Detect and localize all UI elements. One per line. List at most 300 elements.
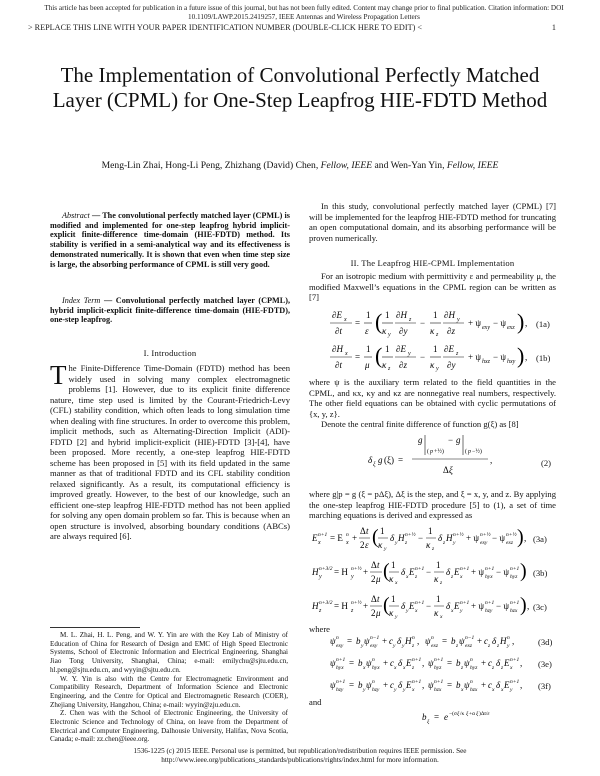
index-terms-text: — Convolutional perfectly matched layer (CPML), hybrid implicit-explicit finite-difference time-domain (HIE-FDTD), one-step leapfrog. (50, 296, 290, 325)
section-heading-cpml: II. The Leapfrog HIE-CPML Implementation (350, 258, 515, 268)
svg-text:∂E: ∂E (396, 344, 406, 354)
svg-text:n: n (470, 679, 473, 685)
svg-text:exy: exy (370, 643, 378, 649)
svg-text:∂t: ∂t (335, 360, 342, 370)
svg-text:z: z (409, 317, 412, 323)
svg-text:n−1: n−1 (465, 635, 475, 641)
svg-text:hxy: hxy (507, 359, 516, 365)
where-1-text: where ψ is the auxiliary term related to the field quantities in the CPML, and κx, κy and κz are nonnegative real numbers, respectively. The other field equations can be obtained with cyclic permutations of {x, y, z}. (309, 377, 556, 419)
svg-text:x: x (492, 687, 495, 693)
svg-text:δ: δ (492, 636, 497, 646)
svg-text:ξ: ξ (449, 465, 453, 475)
svg-text:n+½: n+½ (506, 532, 517, 538)
copyright-footer: 1536-1225 (c) 2015 IEEE. Personal use is permitted, but republication/redistribution requires IEEE permission. See http://www.ieee.org/publications_standards/publications/rights/index.html for more information. (133, 747, 467, 764)
svg-text:ψ: ψ (364, 636, 370, 646)
svg-text:y: y (384, 546, 387, 552)
svg-text:−: − (426, 567, 432, 577)
svg-text:,: , (525, 352, 528, 362)
svg-text:,: , (527, 601, 530, 611)
svg-text:n+1: n+1 (460, 600, 470, 606)
svg-text:− ψ: − ψ (493, 352, 506, 362)
svg-text:=: = (349, 658, 355, 668)
introduction-body (50, 360, 290, 542)
svg-text:E: E (406, 658, 412, 668)
footnote-1: M. L. Zhai, H. L. Peng, and W. Y. Yin are with the Key Lab of Ministry of Education of China for Research of Design and EMC of High Speed Electronic Systems, School of Electronic Information and Electrical Engineering, Shanghai Jiao Tong University, Shanghai, China; e-mail: emilychu@sjtu.edu.cn, hl.peng@sjtu.edu.cn, and wyyin@sjtu.edu.cn. (50, 631, 288, 674)
svg-text:n+1: n+1 (460, 566, 470, 572)
svg-text:=: = (447, 658, 453, 668)
svg-text:y: y (436, 366, 439, 372)
svg-text:c: c (488, 658, 492, 668)
svg-text:n+1: n+1 (434, 679, 444, 685)
svg-text:): ) (517, 526, 524, 548)
index-terms (50, 296, 290, 325)
svg-text:n: n (372, 657, 375, 663)
svg-text:): ) (517, 343, 525, 368)
svg-text:= H: = H (334, 567, 348, 577)
svg-text:μ: μ (365, 360, 370, 370)
svg-text:p: p (430, 449, 433, 455)
svg-text:hzx: hzx (470, 687, 478, 693)
eq-number-1a: (1a) (536, 319, 550, 329)
isotropic-text: For an isotropic medium with permittivity ε and permeability μ, the modified Maxwell’s equations in the CPML region can be written as [7] (309, 271, 556, 302)
svg-text:κ: κ (389, 608, 394, 618)
svg-text:y: y (402, 643, 405, 649)
svg-text:H: H (312, 601, 319, 611)
svg-text:∂y: ∂y (447, 360, 456, 370)
header-text: > REPLACE THIS LINE WITH YOUR PAPER IDENTIFICATION NUMBER (DOUBLE-CLICK HERE TO EDIT) < (28, 23, 422, 32)
svg-text:exz: exz (507, 325, 515, 331)
svg-text:1: 1 (436, 560, 441, 570)
svg-text:+ ψ: + ψ (471, 601, 484, 611)
svg-text:z: z (451, 574, 454, 580)
svg-text:y: y (351, 574, 354, 580)
svg-text:H: H (446, 533, 453, 543)
svg-text:y: y (395, 614, 398, 620)
svg-text:exy: exy (336, 643, 344, 649)
svg-text:κ: κ (389, 574, 394, 584)
svg-text:=: = (442, 636, 448, 646)
svg-text:+ ψ: + ψ (471, 567, 484, 577)
svg-text:y: y (319, 574, 322, 580)
svg-text:1: 1 (380, 526, 385, 536)
equation-3c (312, 591, 532, 621)
svg-text:1: 1 (436, 594, 441, 604)
svg-text:n+1: n+1 (415, 600, 425, 606)
svg-text:δ: δ (390, 533, 395, 543)
svg-text:b: b (358, 658, 363, 668)
svg-text:n+1: n+1 (510, 600, 520, 606)
footnote-3: Z. Chen was with the School of Electronic Engineering, the University of Electronic Science and Technology of China, on leave from the Department of Electrical and Computer Engineering, Dalhousie University, Halifax, Nova Scotia, Canada; e-mail: zz.chen@ieee.org. (50, 709, 288, 744)
svg-text:δ: δ (368, 455, 373, 465)
svg-text:y: y (394, 687, 397, 693)
svg-text:κ: κ (378, 540, 383, 550)
svg-text:z: z (456, 351, 459, 357)
eq-number-3e: (3e) (538, 659, 552, 669)
svg-text:δ: δ (438, 533, 443, 543)
svg-text:2: 2 (371, 608, 376, 618)
svg-text:∂E: ∂E (444, 344, 454, 354)
svg-text:H: H (312, 567, 319, 577)
svg-text:x: x (415, 608, 418, 614)
svg-text:y: y (408, 351, 411, 357)
svg-text:exz: exz (431, 643, 439, 649)
svg-text:−: − (448, 435, 454, 445)
svg-text:= H: = H (334, 601, 348, 611)
svg-text:∂H: ∂H (332, 344, 343, 354)
svg-text:1: 1 (385, 344, 390, 354)
svg-text:y: y (406, 608, 409, 614)
equation-b-coefficient (422, 706, 532, 726)
svg-text:κ: κ (430, 326, 435, 336)
abstract (50, 211, 290, 269)
svg-text:δ: δ (496, 680, 501, 690)
svg-text:=: = (355, 352, 361, 362)
svg-text:∂H: ∂H (396, 310, 407, 320)
svg-text:n+1: n+1 (510, 657, 520, 663)
svg-text:b: b (422, 712, 427, 722)
svg-text:n: n (431, 635, 434, 641)
svg-text:(: ( (375, 343, 383, 368)
svg-text:exz: exz (506, 540, 514, 546)
svg-text:−: − (426, 601, 432, 611)
page-number: 1 (551, 23, 556, 32)
svg-text:y: y (393, 643, 396, 649)
svg-text:b: b (356, 636, 361, 646)
svg-text:n+1: n+1 (336, 657, 346, 663)
svg-text:+: + (363, 567, 369, 577)
svg-text:,: , (524, 533, 527, 543)
equation-3a (312, 523, 532, 553)
svg-text:+: + (352, 533, 358, 543)
svg-text:∂H: ∂H (444, 310, 455, 320)
svg-text:ψ: ψ (330, 636, 336, 646)
svg-text:(ξ): (ξ) (384, 455, 395, 465)
svg-text:+: + (382, 636, 388, 646)
svg-text:n+1: n+1 (318, 532, 328, 538)
svg-text:(: ( (465, 449, 467, 455)
svg-text:y: y (510, 687, 513, 693)
svg-text:ψ: ψ (330, 658, 336, 668)
equation-3d (330, 631, 530, 651)
denote-text: Denote the central finite difference of function g(ξ) as [8] (321, 419, 519, 429)
svg-text:b: b (358, 680, 363, 690)
svg-text:n: n (346, 532, 349, 538)
svg-text:n+½: n+½ (351, 566, 362, 572)
svg-text:κ: κ (382, 326, 387, 336)
equation-3b (312, 557, 532, 587)
svg-text:ξ: ξ (476, 711, 479, 717)
eq-number-1b: (1b) (536, 353, 551, 363)
svg-text:−: − (420, 318, 426, 328)
eq-number-3a: (3a) (533, 534, 547, 544)
svg-text:x: x (363, 665, 366, 671)
svg-text:+½): +½) (434, 449, 444, 455)
svg-text:,: , (490, 455, 493, 465)
svg-text:,: , (512, 636, 515, 646)
svg-text:exz: exz (465, 643, 473, 649)
svg-text:δ: δ (401, 601, 406, 611)
svg-text:=: = (447, 680, 453, 690)
paragraph-isotropic (309, 271, 556, 303)
svg-text:n: n (372, 679, 375, 685)
svg-text:E: E (504, 680, 510, 690)
footnotes (50, 631, 288, 744)
paragraph-where-2 (309, 489, 556, 521)
abstract-label: Abstract (62, 211, 90, 220)
svg-text:n+1: n+1 (415, 566, 425, 572)
svg-text:2: 2 (360, 540, 365, 550)
svg-text:x: x (395, 580, 398, 586)
svg-text:e: e (444, 712, 448, 722)
svg-text:z: z (415, 574, 418, 580)
svg-text:δ: δ (446, 567, 451, 577)
eq-number-2: (2) (541, 458, 552, 468)
svg-text:exy: exy (480, 540, 488, 546)
svg-text:z: z (388, 366, 391, 372)
and-text: and (309, 697, 322, 707)
fellow-a: Fellow, IEEE (320, 160, 373, 171)
svg-text:+: + (383, 680, 389, 690)
svg-text:−½): −½) (472, 449, 482, 455)
svg-text:ψ: ψ (464, 658, 470, 668)
svg-text:− ψ: − ψ (493, 318, 506, 328)
svg-text:= E: = E (330, 533, 343, 543)
svg-text:hzy: hzy (485, 608, 493, 614)
svg-text:hyx: hyx (336, 665, 344, 671)
svg-text:ξ: ξ (457, 711, 460, 717)
svg-text:hzy: hzy (336, 687, 344, 693)
svg-text:δ: δ (401, 567, 406, 577)
svg-text:n: n (336, 635, 339, 641)
svg-text:x: x (394, 665, 397, 671)
svg-text:E: E (406, 680, 412, 690)
svg-text:δ: δ (398, 658, 403, 668)
svg-text:x: x (346, 540, 349, 546)
svg-text:E: E (504, 658, 510, 668)
paper-title: The Implementation of Convolutional Perfectly Matched Layer (CPML) for One-Step Leapfrog HIE-FDTD Method (52, 63, 548, 112)
svg-text:n: n (507, 635, 510, 641)
running-header (28, 23, 580, 32)
svg-text:ε: ε (365, 326, 369, 336)
paragraph-where-1 (309, 377, 556, 419)
svg-text:1: 1 (385, 310, 390, 320)
equation-3f (330, 675, 530, 695)
svg-text:E: E (454, 567, 460, 577)
where-3-text: where (309, 624, 330, 634)
svg-text:)Δt/ε: )Δt/ε (479, 711, 490, 717)
svg-text:x: x (406, 574, 409, 580)
svg-text:∂y: ∂y (399, 326, 408, 336)
svg-text:n+3/2: n+3/2 (319, 600, 333, 606)
svg-text:y: y (460, 608, 463, 614)
svg-text:ψ: ψ (366, 680, 372, 690)
svg-text:(: ( (375, 309, 383, 334)
svg-text:b: b (451, 636, 456, 646)
svg-text:H: H (405, 636, 412, 646)
svg-text:x: x (440, 614, 443, 620)
svg-text:(: ( (383, 594, 390, 616)
svg-text:κ: κ (382, 360, 387, 370)
svg-text:x: x (412, 687, 415, 693)
svg-text:hyz: hyz (470, 665, 478, 671)
svg-text:hyx: hyx (485, 574, 493, 580)
svg-text:κ: κ (426, 540, 431, 550)
svg-text:n: n (412, 635, 415, 641)
svg-text:b: b (456, 658, 461, 668)
svg-text:,: , (417, 636, 420, 646)
svg-text:(: ( (372, 526, 379, 548)
svg-text:z: z (501, 665, 504, 671)
svg-text:−(σ: −(σ (449, 711, 457, 717)
svg-text:c: c (389, 636, 393, 646)
svg-text:z: z (436, 332, 439, 338)
svg-text:+: + (383, 658, 389, 668)
svg-text:t: t (377, 594, 380, 604)
svg-text:Δ: Δ (443, 465, 449, 475)
svg-text:− ψ: − ψ (496, 601, 509, 611)
abstract-text: — The convolutional perfectly matched layer (CPML) is modified and implemented for one-step leapfrog hybrid implicit-explicit finite-difference time-domain (HIE-FDTD) method. Its stability is verified in a semi-analytical way and its effectiveness is demonstrated numerically. It is shown that even when time step size is large, the absorbing performance of CPML is still very good. (50, 211, 290, 269)
svg-text:n−1: n−1 (370, 635, 380, 641)
svg-text:μ: μ (376, 608, 381, 618)
svg-text:t: t (366, 526, 369, 536)
svg-text:1: 1 (428, 526, 433, 536)
svg-text:y: y (361, 643, 364, 649)
svg-text:z: z (461, 665, 464, 671)
svg-text:y: y (507, 643, 510, 649)
svg-text:x: x (403, 665, 406, 671)
svg-text:g: g (378, 455, 383, 465)
svg-text:=: = (347, 636, 353, 646)
svg-text:n+1: n+1 (434, 657, 444, 663)
svg-text:1: 1 (366, 310, 371, 320)
svg-text:b: b (456, 680, 461, 690)
svg-text:c: c (390, 658, 394, 668)
svg-text:ψ: ψ (366, 658, 372, 668)
authors-b: and Wen-Yan Yin, (372, 160, 447, 171)
svg-text:hyx: hyx (372, 665, 380, 671)
svg-text:E: E (409, 601, 415, 611)
svg-text:−: − (418, 533, 424, 543)
svg-text:y: y (363, 687, 366, 693)
svg-text:x: x (344, 317, 347, 323)
svg-text:x: x (461, 687, 464, 693)
svg-text:∂E: ∂E (332, 310, 342, 320)
eq-number-3f: (3f) (538, 681, 551, 691)
svg-text:(: ( (427, 449, 429, 455)
svg-text:δ: δ (446, 601, 451, 611)
right-intro (309, 201, 556, 243)
svg-text:κ: κ (434, 608, 439, 618)
footnote-2: W. Y. Yin is also with the Centre for Electromagnetic Environment and Compatibility Research, Department of Information Science and Electronic Engineering, and the Centre for Optical and Electromagnetic Research (COER), Zhejiang University, Hangzhou, China; e-mail: wyyin@zju.edu.cn. (50, 674, 288, 709)
svg-text:x: x (460, 574, 463, 580)
svg-text:z: z (412, 665, 415, 671)
svg-text:ξ: ξ (427, 719, 430, 725)
svg-text:g: g (418, 435, 423, 445)
index-terms-label: Index Term (62, 296, 101, 305)
svg-text:n+½: n+½ (453, 532, 464, 538)
equation-3e (330, 653, 530, 673)
svg-text:x: x (501, 687, 504, 693)
svg-text:t: t (377, 560, 380, 570)
footnote-rule (50, 627, 140, 628)
eq-number-3b: (3b) (533, 568, 548, 578)
svg-text:+α: +α (469, 711, 475, 717)
svg-text:+ ψ: + ψ (468, 318, 481, 328)
svg-text:x: x (345, 351, 348, 357)
svg-text:=: = (349, 680, 355, 690)
equation-1b (330, 341, 540, 375)
svg-text:ψ: ψ (459, 636, 465, 646)
svg-text:z: z (492, 665, 495, 671)
svg-text:=: = (398, 455, 404, 465)
svg-text:E: E (312, 533, 318, 543)
dropcap: T (50, 360, 67, 390)
svg-text:c: c (488, 680, 492, 690)
svg-text:Δ: Δ (371, 560, 377, 570)
svg-text:z: z (432, 546, 435, 552)
equation-1a (330, 307, 540, 341)
eq-number-3d: (3d) (538, 637, 553, 647)
svg-text:z: z (497, 643, 500, 649)
svg-text:,: , (520, 658, 523, 668)
introduction-text: he Finite-Difference Time-Domain (FDTD) method has been widely used in solving many complex electromagnetic problems [1]. However, due to its explicit finite difference nature, time step used is limited by the Courant-Friedrich-Levy (CFL) stability condition, which often leads to long simulation time when dealing with fine structures. In order to overcome this problem, implicit methods, such as Alternating-Direction Implicit (ADI)-FDTD [2] and hybrid implicit-explicit (HIE)-FDTD [3]-[4], have been proposed. More recently, a one-step leapfrog HIE-FDTD scheme has been proposed in [5] with its field updated in the same manner as that of traditional FDTD and its CFL stability condition relaxed significantly. As a result, its computational efficiency is improved greatly. However, to the best of our knowledge, such an efficient one-step leapfrog HIE-FDTD method has not been applied for solving any open domain problem so far. This is because when an open structure is involved, absorbing boundary conditions (ABCs) are always required [6]. (50, 363, 290, 541)
svg-text:z: z (456, 643, 459, 649)
svg-text:1: 1 (366, 344, 371, 354)
svg-text:ξ: ξ (466, 711, 469, 717)
svg-text:y: y (388, 332, 391, 338)
svg-text:ψ: ψ (428, 680, 434, 690)
svg-text:y: y (403, 687, 406, 693)
fellow-b: Fellow, IEEE (446, 160, 499, 171)
svg-text:(: ( (383, 560, 390, 582)
svg-text:y: y (457, 317, 460, 323)
where-2-text: where g|p = g (ξ = pΔξ), Δξ is the step, and ξ = x, y, and z. By applying the one-step leapfrog HIE-FDTD procedure [5] to (1), a set of time marching equations is derived and expressed as (309, 489, 556, 520)
svg-text:ψ: ψ (330, 680, 336, 690)
author-list (40, 160, 560, 171)
svg-text:p: p (468, 449, 471, 455)
svg-text:δ: δ (496, 658, 501, 668)
svg-text:,: , (422, 680, 425, 690)
svg-text:x: x (510, 665, 513, 671)
svg-text:z: z (319, 608, 322, 614)
paragraph-denote (309, 419, 556, 430)
svg-text:E: E (409, 567, 415, 577)
svg-text:): ) (517, 309, 525, 334)
right-intro-text: In this study, convolutional perfectly matched layer (CPML) [7] will be implemented for the leapfrog HIE-FDTD method for truncating an open computational domain, and its absorbing performance will be proven numerically. (309, 201, 556, 243)
authors-a: Meng-Lin Zhai, Hong-Li Peng, Zhizhang (David) Chen, (101, 160, 321, 171)
svg-text:δ: δ (398, 680, 403, 690)
svg-text:z: z (440, 580, 443, 586)
svg-text:μ: μ (376, 574, 381, 584)
svg-text:ψ: ψ (464, 680, 470, 690)
svg-text:c: c (484, 636, 488, 646)
svg-text:z: z (351, 608, 354, 614)
svg-text:2: 2 (371, 574, 376, 584)
svg-text:−: − (420, 352, 426, 362)
svg-text:1: 1 (391, 594, 396, 604)
svg-text:y: y (395, 540, 398, 546)
svg-text:n+1: n+1 (412, 657, 422, 663)
svg-text:∂z: ∂z (447, 326, 455, 336)
svg-text:hzx: hzx (510, 608, 518, 614)
svg-text:1: 1 (433, 310, 438, 320)
equation-2 (368, 431, 518, 487)
svg-text:n+½: n+½ (480, 532, 491, 538)
svg-text:κ: κ (430, 360, 435, 370)
svg-text:y: y (453, 540, 456, 546)
svg-text:E: E (454, 601, 460, 611)
svg-text:hyz: hyz (434, 665, 442, 671)
